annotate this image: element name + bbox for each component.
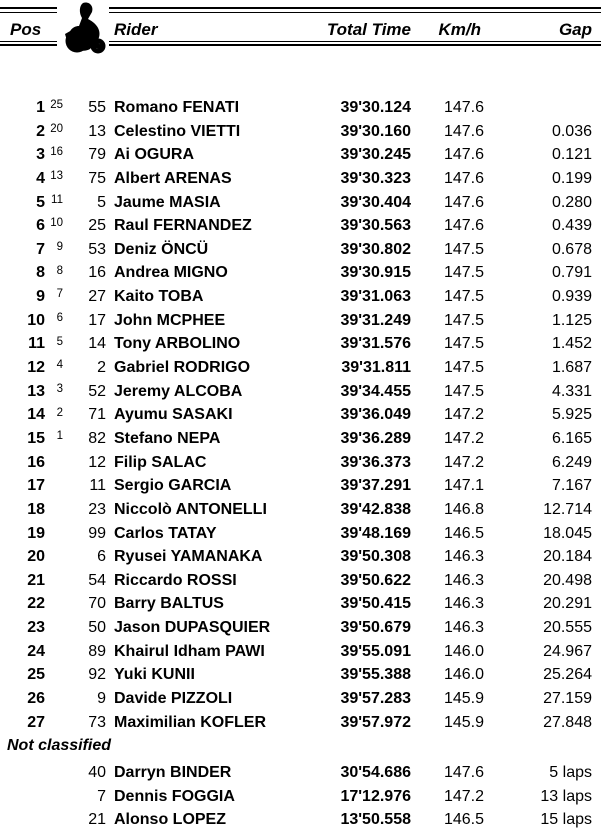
result-row bbox=[0, 356, 601, 380]
points-cell: 9 bbox=[56, 241, 63, 254]
result-row bbox=[0, 238, 601, 262]
result-row bbox=[0, 120, 601, 144]
total-time-cell: 39'50.679 bbox=[340, 619, 411, 637]
speed-kmh-cell: 147.6 bbox=[443, 146, 484, 164]
rider-name-cell: Davide PIZZOLI bbox=[114, 690, 233, 708]
result-row bbox=[0, 214, 601, 238]
rider-name-cell: Maximilian KOFLER bbox=[114, 713, 267, 731]
position-cell: 27 bbox=[27, 713, 45, 731]
speed-kmh-cell: 146.3 bbox=[443, 571, 484, 589]
rider-name-cell: Jason DUPASQUIER bbox=[114, 619, 271, 637]
speed-kmh-cell: 147.6 bbox=[443, 193, 484, 211]
rider-name-cell: Deniz ÖNCÜ bbox=[114, 240, 209, 258]
rider-name-cell: Jaume MASIA bbox=[114, 193, 221, 211]
gap-cell: 27.159 bbox=[543, 690, 592, 708]
result-row bbox=[0, 96, 601, 120]
position-cell: 17 bbox=[27, 477, 45, 495]
result-row bbox=[0, 309, 601, 333]
result-row bbox=[0, 522, 601, 546]
rider-name-cell: Dennis FOGGIA bbox=[114, 787, 235, 805]
rider-name-cell: Niccolò ANTONELLI bbox=[114, 500, 267, 518]
position-cell: 13 bbox=[27, 382, 45, 400]
bike-number-cell: 16 bbox=[88, 264, 106, 282]
points-cell: 2 bbox=[56, 406, 63, 419]
position-cell: 7 bbox=[36, 240, 45, 258]
total-time-cell: 39'30.323 bbox=[340, 169, 411, 187]
total-time-cell: 39'57.972 bbox=[340, 713, 411, 731]
result-row bbox=[0, 663, 601, 687]
speed-kmh-cell: 146.0 bbox=[443, 666, 484, 684]
position-cell: 6 bbox=[36, 217, 45, 235]
total-time-cell: 39'36.373 bbox=[340, 453, 411, 471]
result-row bbox=[0, 592, 601, 616]
points-cell: 10 bbox=[50, 217, 63, 230]
gap-cell: 15 laps bbox=[540, 811, 592, 829]
result-row bbox=[0, 616, 601, 640]
gap-cell: 5.925 bbox=[551, 406, 592, 424]
total-time-cell: 39'55.388 bbox=[340, 666, 411, 684]
speed-kmh-cell: 147.6 bbox=[443, 122, 484, 140]
rider-name-cell: Albert ARENAS bbox=[114, 169, 232, 187]
total-time-cell: 17'12.976 bbox=[340, 787, 411, 805]
result-row bbox=[0, 143, 601, 167]
bike-number-cell: 79 bbox=[88, 146, 106, 164]
bike-number-cell: 40 bbox=[88, 764, 106, 781]
not-classified-label: Not classified bbox=[7, 737, 112, 754]
bike-number-cell: 9 bbox=[97, 690, 106, 708]
speed-kmh-cell: 146.3 bbox=[443, 595, 484, 613]
position-cell: 20 bbox=[27, 548, 45, 566]
bike-number-cell: 55 bbox=[88, 99, 106, 116]
total-time-cell: 39'34.455 bbox=[340, 382, 411, 400]
rider-name-cell: Filip SALAC bbox=[114, 453, 207, 471]
result-row bbox=[0, 261, 601, 285]
result-row bbox=[0, 569, 601, 593]
bike-number-cell: 99 bbox=[88, 524, 106, 542]
total-time-cell: 39'30.915 bbox=[340, 264, 411, 282]
bike-number-cell: 70 bbox=[88, 595, 106, 613]
total-time-cell: 39'42.838 bbox=[340, 500, 411, 518]
gap-cell: 12.714 bbox=[543, 500, 592, 518]
column-header-pos: Pos bbox=[10, 20, 42, 39]
result-row bbox=[0, 687, 601, 711]
position-cell: 14 bbox=[27, 406, 45, 424]
total-time-cell: 39'31.249 bbox=[340, 311, 411, 329]
bike-number-cell: 75 bbox=[88, 169, 106, 187]
column-header-gap: Gap bbox=[558, 20, 592, 39]
gap-cell: 0.939 bbox=[551, 288, 592, 306]
speed-kmh-cell: 146.5 bbox=[443, 811, 484, 829]
bike-number-cell: 92 bbox=[88, 666, 106, 684]
gap-cell: 5 laps bbox=[549, 764, 592, 781]
speed-kmh-cell: 146.0 bbox=[443, 642, 484, 660]
results-table bbox=[0, 96, 601, 734]
gap-cell: 0.280 bbox=[551, 193, 592, 211]
rider-name-cell: Barry BALTUS bbox=[114, 595, 224, 613]
rider-name-cell: Khairul Idham PAWI bbox=[114, 642, 265, 660]
speed-kmh-cell: 146.8 bbox=[443, 500, 484, 518]
result-row bbox=[0, 403, 601, 427]
total-time-cell: 39'36.289 bbox=[340, 429, 411, 447]
result-row bbox=[0, 380, 601, 404]
result-row bbox=[0, 808, 601, 832]
total-time-cell: 39'55.091 bbox=[340, 642, 411, 660]
gap-cell: 1.452 bbox=[551, 335, 592, 353]
gap-cell: 0.036 bbox=[551, 122, 592, 140]
gap-cell: 27.848 bbox=[543, 713, 592, 731]
points-cell: 4 bbox=[56, 359, 63, 372]
speed-kmh-cell: 147.2 bbox=[443, 406, 484, 424]
total-time-cell: 39'50.308 bbox=[340, 548, 411, 566]
total-time-cell: 13'50.558 bbox=[340, 811, 411, 829]
bike-number-cell: 13 bbox=[88, 122, 106, 140]
speed-kmh-cell: 147.6 bbox=[443, 169, 484, 187]
position-cell: 26 bbox=[27, 690, 45, 708]
bike-number-cell: 71 bbox=[88, 406, 106, 424]
bike-number-cell: 17 bbox=[88, 311, 106, 329]
position-cell: 23 bbox=[27, 619, 45, 637]
total-time-cell: 39'37.291 bbox=[340, 477, 411, 495]
total-time-cell: 39'30.563 bbox=[340, 217, 411, 235]
position-cell: 5 bbox=[36, 193, 45, 211]
total-time-cell: 30'54.686 bbox=[340, 764, 411, 781]
bike-number-cell: 6 bbox=[97, 548, 106, 566]
gap-cell: 1.687 bbox=[551, 359, 592, 377]
column-header-rider: Rider bbox=[114, 20, 158, 39]
bike-number-cell: 82 bbox=[88, 429, 106, 447]
total-time-cell: 39'30.124 bbox=[340, 99, 411, 116]
position-cell: 21 bbox=[27, 571, 45, 589]
total-time-cell: 39'30.245 bbox=[340, 146, 411, 164]
position-cell: 4 bbox=[36, 169, 45, 187]
gap-cell: 25.264 bbox=[543, 666, 592, 684]
gap-cell: 0.199 bbox=[551, 169, 592, 187]
rider-name-cell: Ryusei YAMANAKA bbox=[114, 548, 263, 566]
position-cell: 1 bbox=[36, 99, 45, 116]
rider-name-cell: Ai OGURA bbox=[114, 146, 194, 164]
bike-number-cell: 52 bbox=[88, 382, 106, 400]
position-cell: 16 bbox=[27, 453, 45, 471]
total-time-cell: 39'31.811 bbox=[341, 359, 411, 377]
position-cell: 9 bbox=[36, 288, 45, 306]
rider-name-cell: Jeremy ALCOBA bbox=[114, 382, 243, 400]
result-row bbox=[0, 332, 601, 356]
position-cell: 24 bbox=[27, 642, 45, 660]
rider-name-cell: Kaito TOBA bbox=[114, 288, 204, 306]
speed-kmh-cell: 147.5 bbox=[443, 264, 484, 282]
total-time-cell: 39'30.160 bbox=[340, 122, 411, 140]
bike-number-cell: 73 bbox=[88, 713, 106, 731]
total-time-cell: 39'30.404 bbox=[340, 193, 411, 211]
points-cell: 3 bbox=[56, 382, 63, 395]
points-cell: 7 bbox=[56, 288, 63, 301]
speed-kmh-cell: 147.6 bbox=[443, 764, 484, 781]
bike-number-cell: 7 bbox=[97, 787, 106, 805]
speed-kmh-cell: 147.2 bbox=[443, 453, 484, 471]
rider-name-cell: John MCPHEE bbox=[114, 311, 226, 329]
bike-number-cell: 27 bbox=[88, 288, 106, 306]
speed-kmh-cell: 147.6 bbox=[443, 217, 484, 235]
gap-cell: 20.291 bbox=[543, 595, 592, 613]
speed-kmh-cell: 147.2 bbox=[443, 787, 484, 805]
rider-name-cell: Ayumu SASAKI bbox=[114, 406, 233, 424]
bike-number-cell: 89 bbox=[88, 642, 106, 660]
position-cell: 8 bbox=[36, 264, 45, 282]
result-row bbox=[0, 167, 601, 191]
points-cell: 16 bbox=[50, 146, 63, 159]
position-cell: 22 bbox=[27, 595, 45, 613]
total-time-cell: 39'36.049 bbox=[340, 406, 411, 424]
gap-cell: 0.121 bbox=[551, 146, 592, 164]
gap-cell: 0.439 bbox=[551, 217, 592, 235]
bike-number-cell: 23 bbox=[88, 500, 106, 518]
speed-kmh-cell: 147.5 bbox=[443, 311, 484, 329]
points-cell: 11 bbox=[51, 193, 63, 206]
position-cell: 3 bbox=[36, 146, 45, 164]
result-row bbox=[0, 451, 601, 475]
gap-cell: 0.678 bbox=[551, 240, 592, 258]
points-cell: 6 bbox=[56, 311, 63, 324]
speed-kmh-cell: 147.5 bbox=[443, 335, 484, 353]
result-row bbox=[0, 474, 601, 498]
position-cell: 10 bbox=[27, 311, 45, 329]
gap-cell: 6.249 bbox=[551, 453, 592, 471]
column-header-total-time: Total Time bbox=[326, 20, 411, 39]
rider-name-cell: Raul FERNANDEZ bbox=[114, 217, 252, 235]
bike-number-cell: 2 bbox=[97, 359, 106, 377]
position-cell: 2 bbox=[36, 122, 45, 140]
result-row bbox=[0, 191, 601, 215]
total-time-cell: 39'48.169 bbox=[340, 524, 411, 542]
gap-cell: 18.045 bbox=[543, 524, 592, 542]
points-cell: 8 bbox=[56, 264, 63, 277]
position-cell: 18 bbox=[27, 500, 45, 518]
total-time-cell: 39'31.576 bbox=[340, 335, 411, 353]
result-row bbox=[0, 711, 601, 735]
result-row bbox=[0, 545, 601, 569]
not-classified-table bbox=[0, 761, 601, 832]
result-row bbox=[0, 498, 601, 522]
result-row bbox=[0, 640, 601, 664]
rider-name-cell: Sergio GARCIA bbox=[114, 477, 232, 495]
total-time-cell: 39'50.622 bbox=[340, 571, 411, 589]
points-cell: 13 bbox=[50, 170, 63, 183]
bike-number-cell: 25 bbox=[88, 217, 106, 235]
bike-number-cell: 21 bbox=[88, 811, 106, 829]
rider-name-cell: Carlos TATAY bbox=[114, 524, 217, 542]
motorcycle-icon bbox=[57, 0, 109, 55]
rider-name-cell: Andrea MIGNO bbox=[114, 264, 228, 282]
speed-kmh-cell: 147.5 bbox=[443, 288, 484, 306]
total-time-cell: 39'30.802 bbox=[340, 240, 411, 258]
result-row bbox=[0, 427, 601, 451]
gap-cell: 0.791 bbox=[551, 264, 592, 282]
bike-number-cell: 12 bbox=[88, 453, 106, 471]
bike-number-cell: 11 bbox=[89, 477, 106, 495]
position-cell: 15 bbox=[27, 429, 45, 447]
gap-cell: 24.967 bbox=[543, 642, 592, 660]
position-cell: 12 bbox=[27, 359, 45, 377]
rider-name-cell: Riccardo ROSSI bbox=[114, 571, 237, 589]
gap-cell: 13 laps bbox=[540, 787, 592, 805]
result-row bbox=[0, 285, 601, 309]
bike-number-cell: 54 bbox=[88, 571, 106, 589]
total-time-cell: 39'57.283 bbox=[340, 690, 411, 708]
points-cell: 20 bbox=[50, 122, 63, 135]
gap-cell: 1.125 bbox=[551, 311, 592, 329]
points-cell: 1 bbox=[56, 430, 63, 443]
speed-kmh-cell: 147.5 bbox=[443, 240, 484, 258]
speed-kmh-cell: 147.5 bbox=[443, 382, 484, 400]
position-cell: 25 bbox=[27, 666, 45, 684]
rider-name-cell: Stefano NEPA bbox=[114, 429, 221, 447]
rider-name-cell: Romano FENATI bbox=[114, 99, 240, 116]
gap-cell: 20.184 bbox=[543, 548, 592, 566]
bike-number-cell: 14 bbox=[88, 335, 106, 353]
rider-name-cell: Yuki KUNII bbox=[114, 666, 195, 684]
points-cell: 25 bbox=[50, 99, 63, 112]
gap-cell: 7.167 bbox=[551, 477, 592, 495]
total-time-cell: 39'50.415 bbox=[340, 595, 411, 613]
points-cell: 5 bbox=[56, 335, 63, 348]
speed-kmh-cell: 147.1 bbox=[443, 477, 484, 495]
gap-cell: 20.555 bbox=[543, 619, 592, 637]
position-cell: 11 bbox=[28, 335, 45, 353]
speed-kmh-cell: 145.9 bbox=[443, 690, 484, 708]
speed-kmh-cell: 147.6 bbox=[443, 99, 484, 116]
speed-kmh-cell: 145.9 bbox=[443, 713, 484, 731]
speed-kmh-cell: 146.5 bbox=[443, 524, 484, 542]
table-header bbox=[0, 0, 601, 54]
speed-kmh-cell: 146.3 bbox=[443, 548, 484, 566]
gap-cell: 4.331 bbox=[551, 382, 592, 400]
rider-name-cell: Gabriel RODRIGO bbox=[114, 359, 251, 377]
gap-cell: 6.165 bbox=[551, 429, 592, 447]
result-row bbox=[0, 761, 601, 785]
bike-number-cell: 53 bbox=[88, 240, 106, 258]
gap-cell: 20.498 bbox=[543, 571, 592, 589]
speed-kmh-cell: 146.3 bbox=[443, 619, 484, 637]
rider-name-cell: Darryn BINDER bbox=[114, 764, 232, 781]
position-cell: 19 bbox=[27, 524, 45, 542]
rider-name-cell: Alonso LOPEZ bbox=[114, 811, 226, 829]
result-row bbox=[0, 785, 601, 809]
total-time-cell: 39'31.063 bbox=[340, 288, 411, 306]
bike-number-cell: 5 bbox=[97, 193, 106, 211]
speed-kmh-cell: 147.2 bbox=[443, 429, 484, 447]
bike-number-cell: 50 bbox=[88, 619, 106, 637]
speed-kmh-cell: 147.5 bbox=[443, 359, 484, 377]
rider-name-cell: Tony ARBOLINO bbox=[114, 335, 241, 353]
column-header-kmh: Km/h bbox=[438, 20, 481, 39]
rider-name-cell: Celestino VIETTI bbox=[114, 122, 241, 140]
